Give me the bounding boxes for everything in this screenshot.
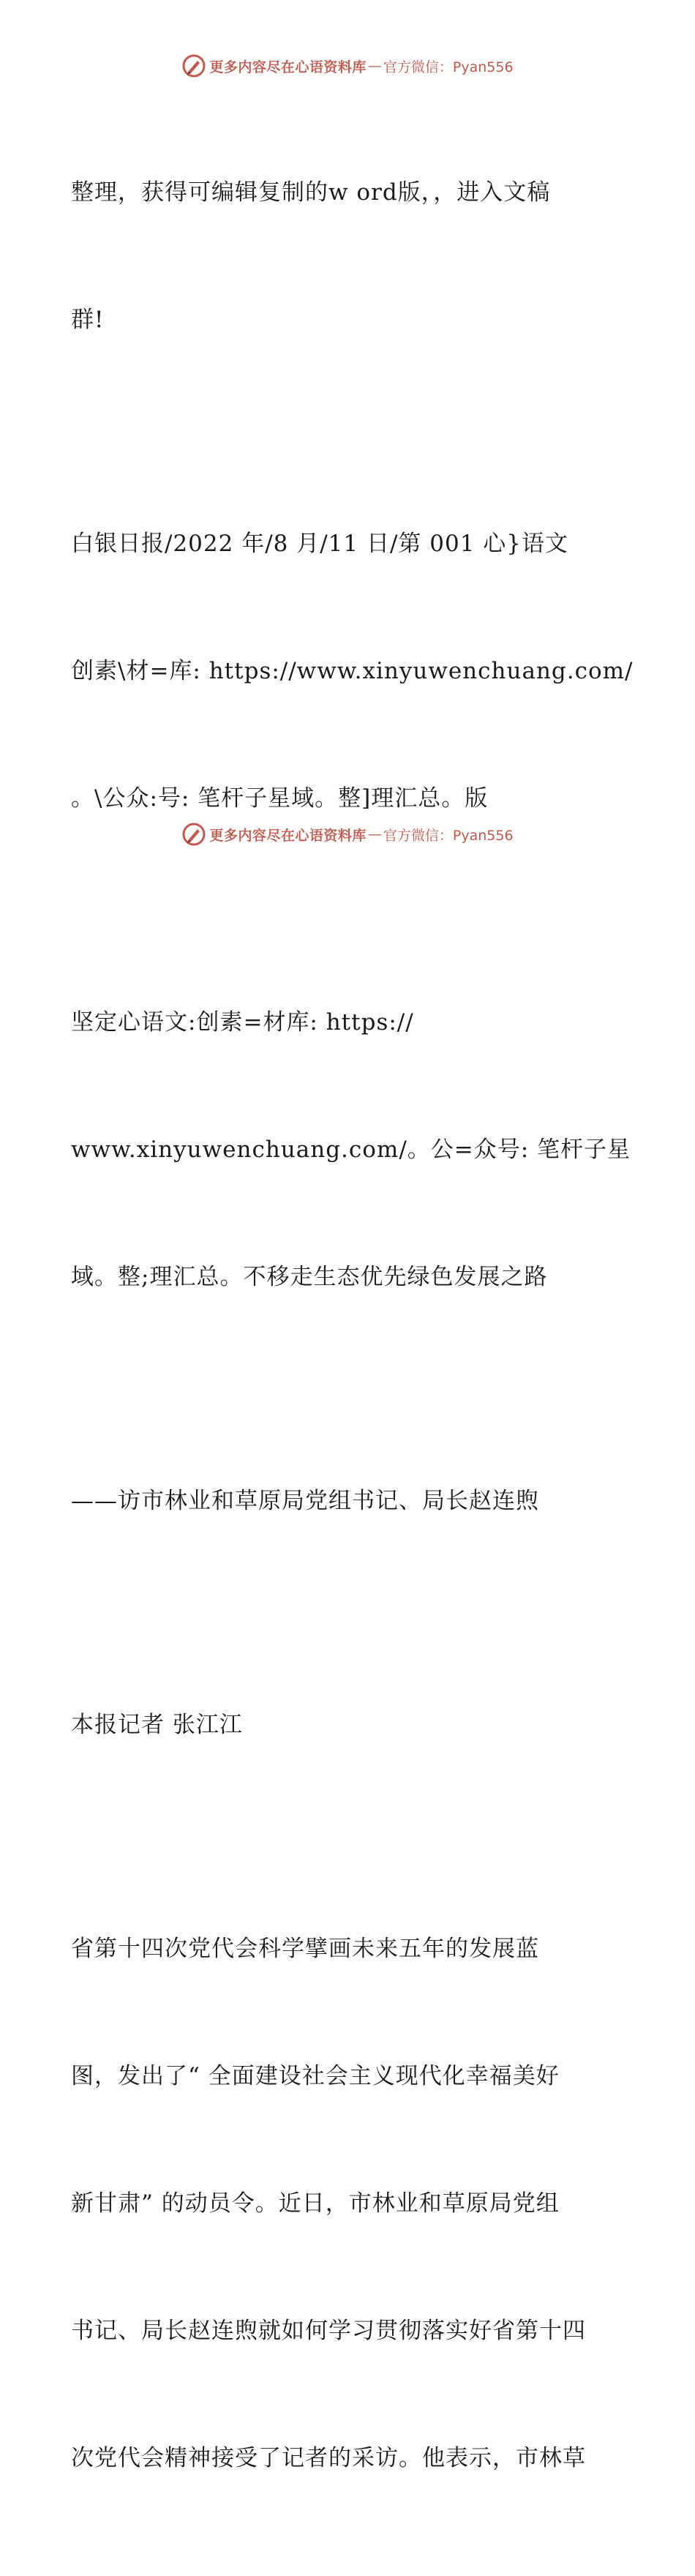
- text-line: 本报记者 张江江: [71, 1712, 243, 1738]
- article-body: [71, 86, 634, 2576]
- text-line: ——访市林业和草原局党组书记、局长赵连煦: [71, 1488, 539, 1514]
- footer-banner: [0, 820, 695, 849]
- paragraph-intro: [71, 86, 627, 426]
- text-line: 白银日报/2022 年/8 月/11 日/第 001 心}语文: [71, 531, 569, 557]
- paragraph-title: [71, 916, 631, 1383]
- text-line: 书记、局长赵连煦就如何学习贯彻落实好省第十四: [71, 2318, 586, 2344]
- text-line: 次党代会精神接受了记者的采访。他表示，市林草: [71, 2445, 586, 2471]
- header-banner: [0, 51, 695, 80]
- paragraph-reporter: [71, 1619, 627, 1831]
- footer-separator: —: [367, 826, 382, 842]
- header-separator: —: [367, 58, 382, 74]
- header-wechat-text: 官方微信：Pyan556: [383, 59, 514, 75]
- text-line: 群!: [71, 307, 105, 333]
- paragraph-body: [71, 1843, 627, 2564]
- text-line: 创素\材=库: https://www.xinyuwenchuang.com/: [71, 658, 634, 684]
- text-line: 图，发出了“ 全面建设社会主义现代化幸福美好: [71, 2063, 560, 2089]
- text-line: 整理，获得可编辑复制的w ord版，，进入文稿: [71, 179, 551, 206]
- footer-site-text: 更多内容尽在心语资料库: [209, 827, 367, 844]
- text-line: 坚定心语文:创素=材库: https://: [71, 1009, 414, 1036]
- text-line: 域。整;理汇总。不移走生态优先绿色发展之路: [71, 1264, 548, 1290]
- pen-logo-icon: [181, 53, 206, 78]
- text-line: 。\公众:号: 笔杆子星域。整]理汇总。版: [71, 785, 489, 812]
- text-line: 省第十四次党代会科学擘画未来五年的发展蓝: [71, 1936, 539, 1962]
- pen-logo-icon: [181, 822, 206, 847]
- text-line: 新甘肃” 的动员令。近日，市林业和草原局党组: [71, 2190, 560, 2217]
- paragraph-subtitle: [71, 1395, 627, 1607]
- footer-wechat-text: 官方微信：Pyan556: [383, 827, 514, 844]
- header-site-text: 更多内容尽在心语资料库: [209, 59, 367, 75]
- text-line: www.xinyuwenchuang.com/。公=众号: 笔杆子星: [71, 1137, 631, 1163]
